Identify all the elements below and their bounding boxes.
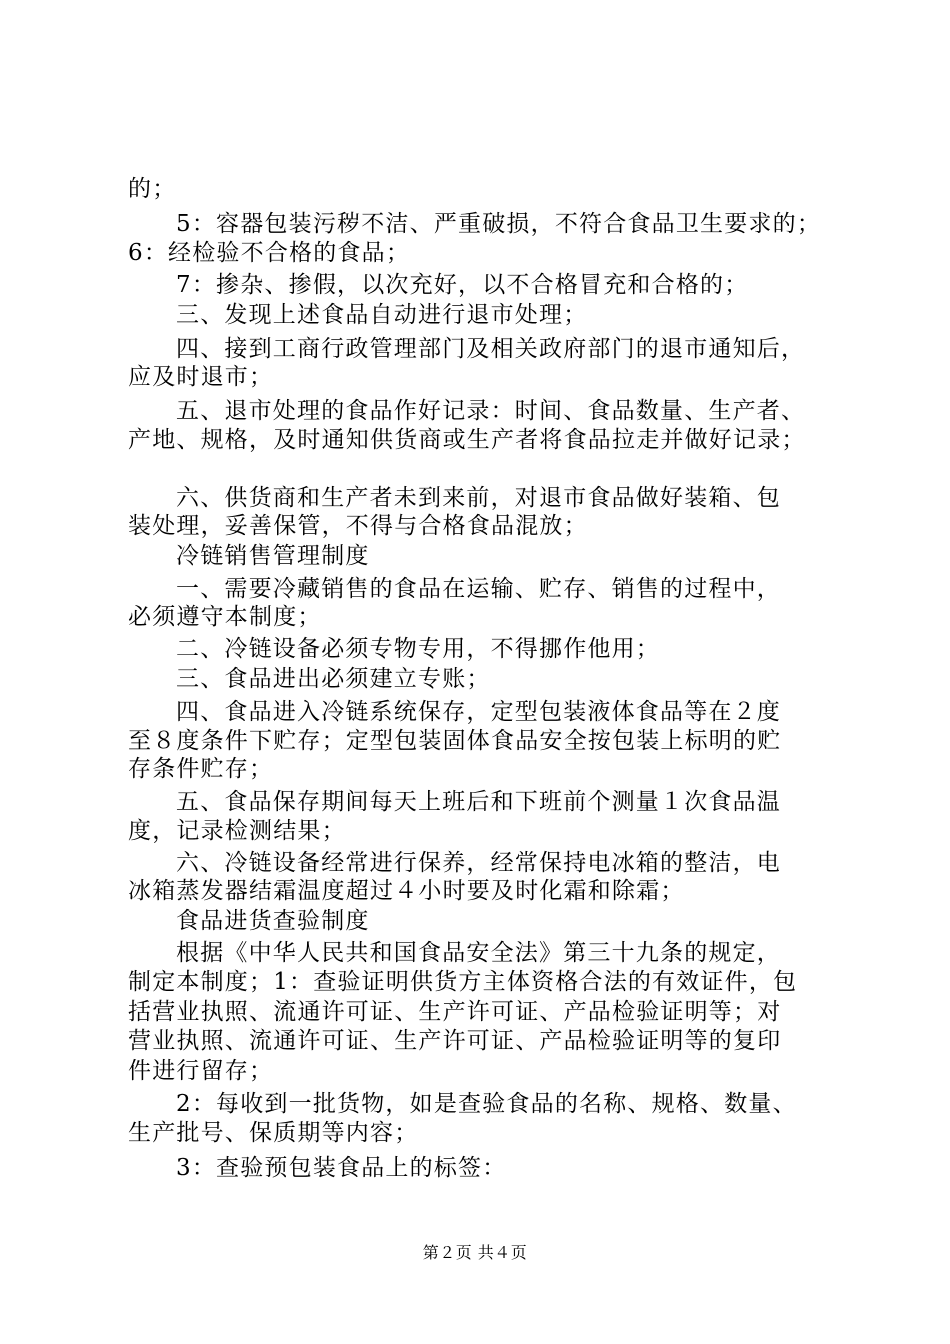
text-line: 六、供货商和生产者未到来前，对退市食品做好装箱、包 [176,485,781,511]
text-line: 三、食品进出必须建立专账； [176,666,491,692]
text-line: 应及时退市； [128,364,274,390]
section-heading: 冷链销售管理制度 [176,543,370,569]
text-line: 冰箱蒸发器结霜温度超过４小时要及时化霜和除霜； [128,878,685,904]
text-line: 括营业执照、流通许可证、生产许可证、产品检验证明等；对 [128,999,782,1025]
text-line: 一、需要冷藏销售的食品在运输、贮存、销售的过程中， [176,576,781,602]
text-line: 制定本制度；1：查验证明供货方主体资格合法的有效证件，包 [128,969,798,995]
text-line: 度，记录检测结果； [128,818,346,844]
text-line: 根据《中华人民共和国食品安全法》第三十九条的规定， [176,940,781,966]
text-line: 四、接到工商行政管理部门及相关政府部门的退市通知后， [176,336,806,362]
text-line: 五、退市处理的食品作好记录：时间、食品数量、生产者、 [176,398,806,424]
page-number-footer: 第２页 共４页 [422,1243,528,1262]
text-line: 必须遵守本制度； [128,604,322,630]
text-line: 三、发现上述食品自动进行退市处理； [176,302,588,328]
text-line: 5：容器包装污秽不洁、严重破损，不符合食品卫生要求的； [176,211,822,237]
text-line: 生产批号、保质期等内容； [128,1120,419,1146]
text-line: 件进行留存； [128,1058,274,1084]
text-line: 营业执照、流通许可证、生产许可证、产品检验证明等的复印 [128,1028,782,1054]
text-line: 2：每收到一批货物，如是查验食品的名称、规格、数量、 [176,1091,797,1117]
text-line: 五、食品保存期间每天上班后和下班前个测量１次食品温 [176,789,781,815]
text-line: 产地、规格，及时通知供货商或生产者将食品拉走并做好记录； [128,427,806,453]
text-line: 装处理，妥善保管，不得与合格食品混放； [128,513,588,539]
text-line: 二、冷链设备必须专物专用，不得挪作他用； [176,636,660,662]
text-line: 的； [128,176,177,202]
text-line: 六、冷链设备经常进行保养，经常保持电冰箱的整洁，电 [176,850,781,876]
text-line: 3：查验预包装食品上的标签： [176,1155,507,1181]
text-line: 四、食品进入冷链系统保存，定型包装液体食品等在２度 [176,699,781,725]
text-line: 至８度条件下贮存；定型包装固体食品安全按包装上标明的贮 [128,728,782,754]
text-line: 7：掺杂、掺假，以次充好，以不合格冒充和合格的； [176,272,749,298]
text-line: 6：经检验不合格的食品； [128,240,411,266]
section-heading: 食品进货查验制度 [176,908,370,934]
text-line: 存条件贮存； [128,756,274,782]
